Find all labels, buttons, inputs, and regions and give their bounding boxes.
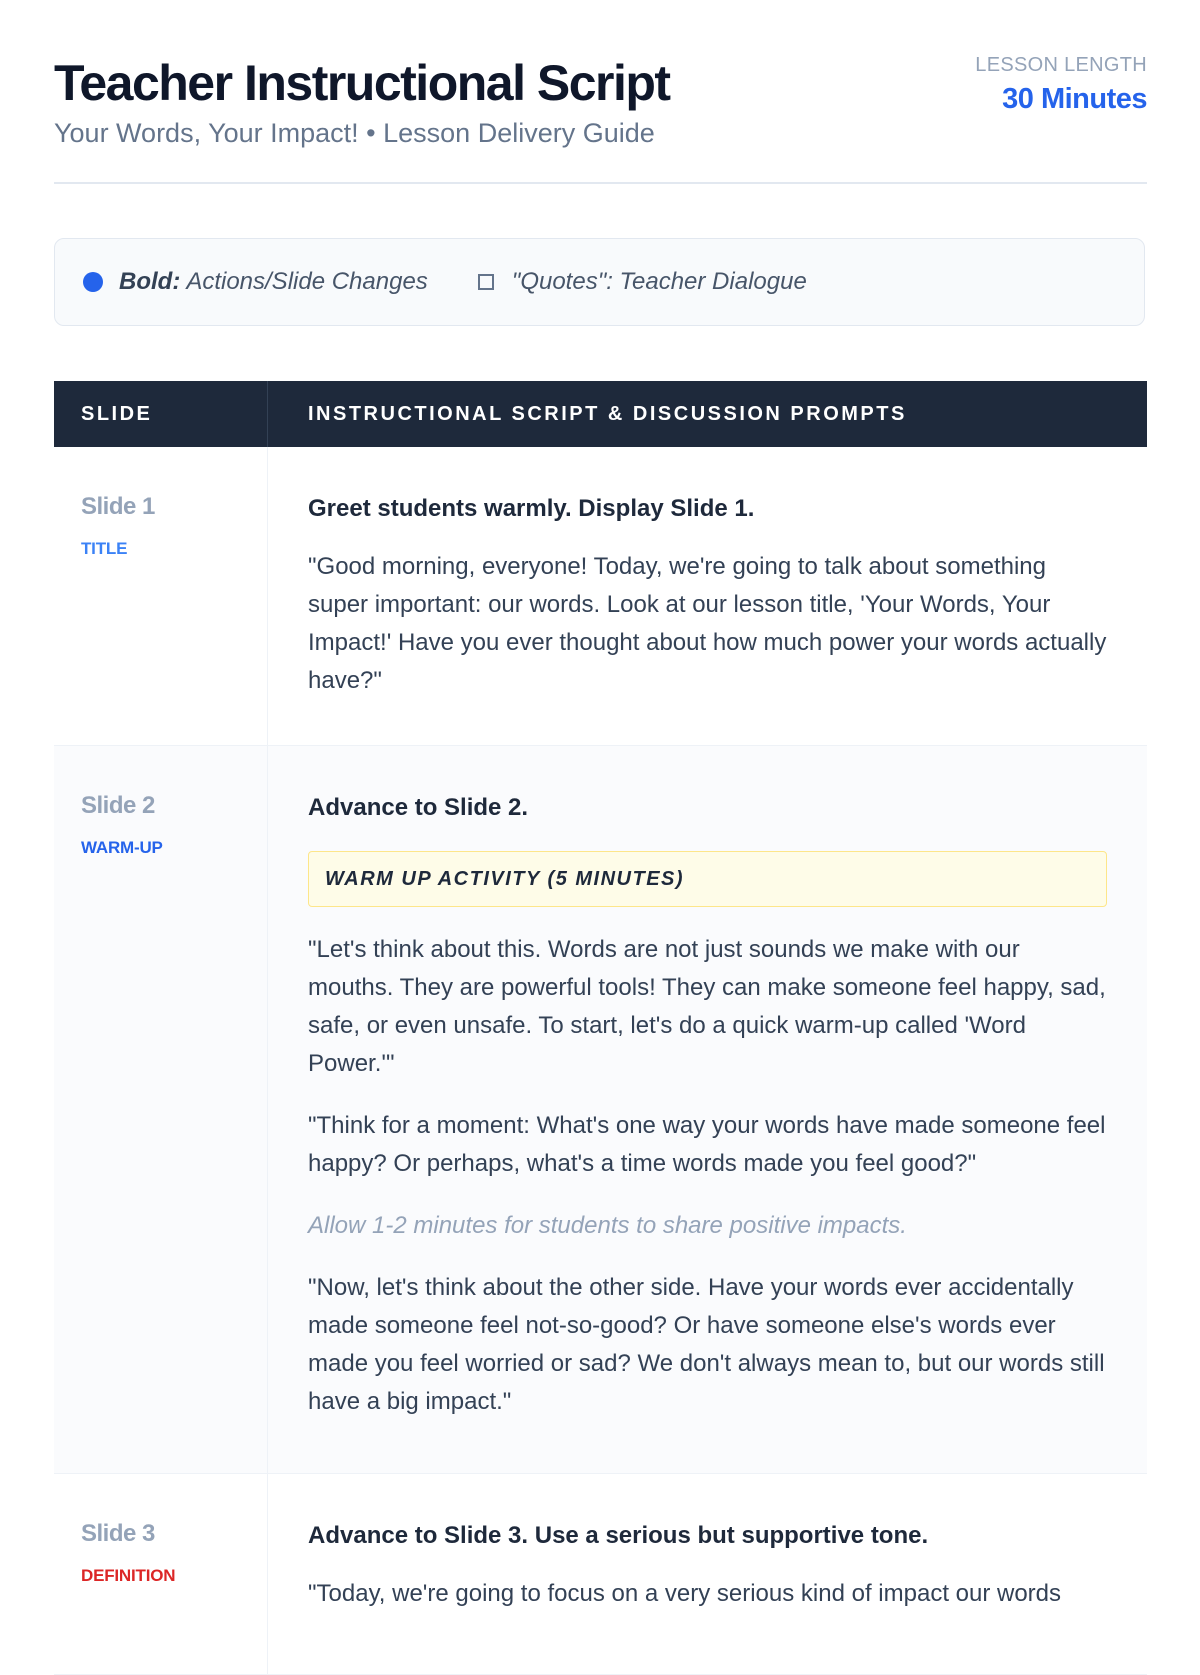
script-cell	[268, 746, 1147, 1473]
legend-bold	[83, 268, 428, 296]
slide-number: Slide 2	[81, 792, 155, 819]
dialogue-text: "Think for a moment: What's one way your words have made someone feel happy? Or perhaps, what's a time words made you feel good?"	[308, 1112, 1106, 1178]
table-row	[54, 746, 1147, 1474]
table-row	[54, 1474, 1147, 1675]
table-row	[54, 447, 1147, 746]
slide-number: Slide 1	[81, 493, 155, 520]
page-title: Teacher Instructional Script	[54, 55, 670, 111]
action-text: Advance to Slide 3. Use a serious but supportive tone.	[308, 1522, 929, 1549]
lesson-length	[975, 54, 1147, 116]
column-header-script: INSTRUCTIONAL SCRIPT & DISCUSSION PROMPTS	[308, 402, 907, 425]
teacher-note: Allow 1-2 minutes for students to share positive impacts.	[308, 1212, 907, 1240]
page-header	[54, 0, 1147, 184]
legend	[54, 238, 1145, 326]
slide-cell	[54, 746, 268, 1473]
lesson-length-value: 30 Minutes	[1002, 83, 1147, 115]
blue-dot-icon	[83, 272, 103, 292]
dialogue-text: "Today, we're going to focus on a very serious kind of impact our words	[308, 1580, 1062, 1608]
script-page	[54, 0, 1147, 1608]
legend-quote	[478, 268, 807, 296]
dialogue-text: "Let's think about this. Words are not just sounds we make with our mouths. They are powerful tools! They can make someone feel happy, sad, safe, or even unsafe. To start, let's do a quick warm-up called 'Word Power.'"	[308, 936, 1106, 1078]
page-subtitle: Your Words, Your Impact! • Lesson Delivery Guide	[54, 118, 655, 148]
slide-tag: DEFINITION	[81, 1566, 176, 1585]
slide-tag: TITLE	[81, 539, 128, 558]
slide-number: Slide 3	[81, 1520, 155, 1547]
slide-cell	[54, 447, 268, 745]
legend-quote-text: "Quotes": Teacher Dialogue	[511, 268, 807, 295]
script-cell	[268, 1474, 1147, 1674]
action-text: Advance to Slide 2.	[308, 794, 529, 821]
script-table	[54, 381, 1147, 1675]
lesson-length-label: LESSON LENGTH	[975, 54, 1147, 76]
legend-bold-label: Bold:	[119, 268, 181, 295]
legend-bold-text: Actions/Slide Changes	[186, 268, 428, 295]
action-text: Greet students warmly. Display Slide 1.	[308, 495, 755, 522]
slide-tag: WARM-UP	[81, 838, 163, 857]
activity-callout: WARM UP ACTIVITY (5 MINUTES)	[308, 851, 1107, 907]
script-cell	[268, 447, 1147, 745]
table-header	[54, 381, 1147, 447]
slide-cell	[54, 1474, 268, 1674]
dialogue-text: "Now, let's think about the other side. Have your words ever accidentally made someone feel not-so-good? Or have someone else's words ever made you feel worried or sad? We don't always mean to, but our words still have a big impact."	[308, 1274, 1105, 1416]
column-header-slide: SLIDE	[54, 381, 268, 447]
dialogue-text: "Good morning, everyone! Today, we're going to talk about something super important: our words. Look at our lesson title, 'Your Words, Your Impact!' Have you ever thought about how much power your words actually have?"	[308, 553, 1107, 695]
square-outline-icon	[478, 274, 494, 290]
